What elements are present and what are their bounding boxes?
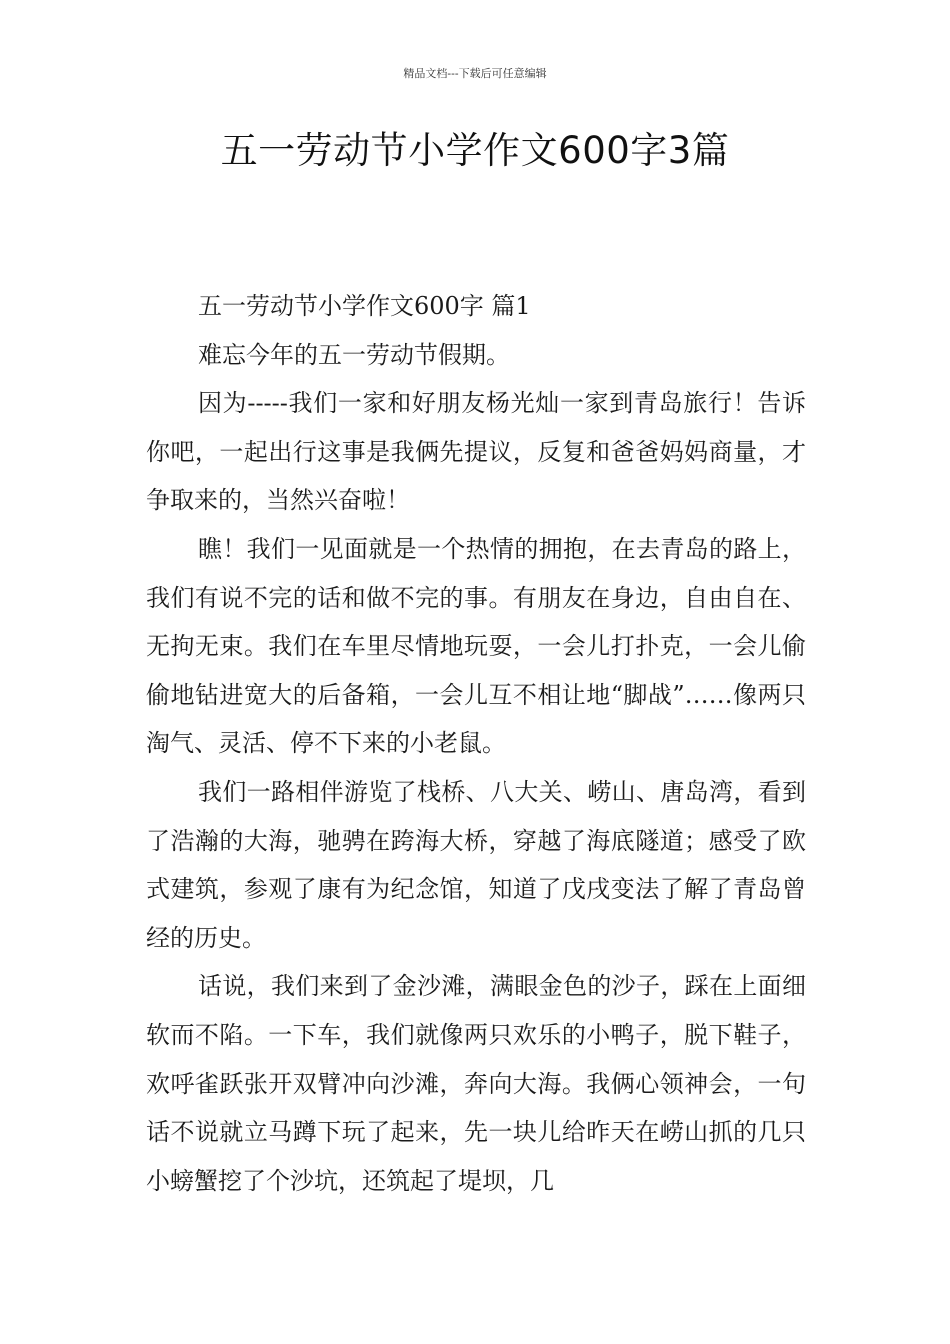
- section-heading: 五一劳动节小学作文600字 篇1: [198, 292, 531, 320]
- paragraph-2: 因为-----我们一家和好朋友杨光灿一家到青岛旅行！告诉你吧，一起出行这事是我俩先提议，反复和爸爸妈妈商量，才争取来的，当然兴奋啦！: [146, 389, 806, 515]
- document-body: [146, 282, 806, 1205]
- paragraph-1: 难忘今年的五一劳动节假期。: [198, 340, 510, 369]
- page-header-note: 精品文档---下载后可任意编辑: [403, 67, 547, 80]
- paragraph-3: 瞧！我们一见面就是一个热情的拥抱，在去青岛的路上，我们有说不完的话和做不完的事。有朋友在身边，自由自在、无拘无束。我们在车里尽情地玩耍，一会儿打扑克，一会儿偷偷地钻进宽大的后备箱，一会儿互不相让地“脚战”……像两只淘气、灵活、停不下来的小老鼠。: [146, 534, 806, 758]
- paragraph-5: 话说，我们来到了金沙滩，满眼金色的沙子，踩在上面细软而不陷。一下车，我们就像两只欢乐的小鸭子，脱下鞋子，欢呼雀跃张开双臂冲向沙滩，奔向大海。我俩心领神会，一句话不说就立马蹲下玩了起来，先一块儿给昨天在崂山抓的几只小螃蟹挖了个沙坑，还筑起了堤坝，几: [146, 972, 806, 1195]
- paragraph-4: 我们一路相伴游览了栈桥、八大关、崂山、唐岛湾，看到了浩瀚的大海，驰骋在跨海大桥，穿越了海底隧道；感受了欧式建筑，参观了康有为纪念馆，知道了戊戌变法了解了青岛曾经的历史。: [146, 777, 806, 952]
- document-title: 五一劳动节小学作文600字3篇: [220, 129, 730, 172]
